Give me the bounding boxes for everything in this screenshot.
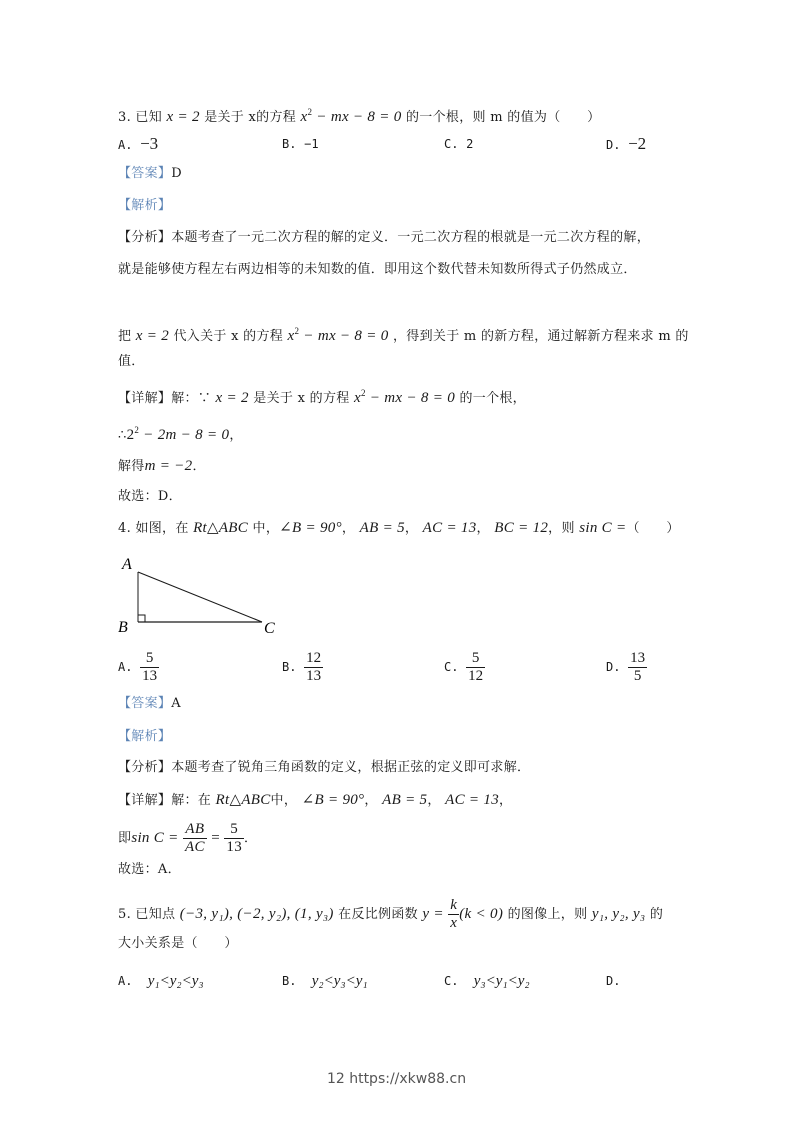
answer-tag: 【答案】 (118, 166, 172, 181)
q3-option-c: C. 2 (444, 137, 474, 151)
q3-number: 3. 已知 (118, 110, 163, 125)
q5-option-a: A. y₁<y₂<y₃ (118, 973, 204, 989)
q4-option-c: C. $\frac{5}{12}$ (444, 650, 484, 684)
q5-option-c: C. y₃<y₁<y₂ (444, 973, 530, 989)
q5-option-b: B. y₂<y₃<y₁ (282, 973, 368, 989)
q4-stem: 4. 如图，在 Rt△ABC 中，∠B = 90°， AB = 5， AC = 13， BC = 12，则 sin C =（ ） (118, 520, 680, 536)
q3-analysis-tag: 【解析】 (118, 198, 172, 213)
q3-text: 是关于 x的方程 (204, 110, 297, 125)
q3-choose: 故选：D． (118, 489, 182, 504)
q4-answer: 【答案】A (118, 696, 181, 711)
q3-stem (118, 103, 600, 127)
q3-option-a: A. −3 (118, 134, 159, 153)
q3-fenxi-2: 就是能够使方程左右两边相等的未知数的值．即用这个数代替未知数所得式子仍然成立． (118, 262, 637, 277)
q3-plan-1: 把 x = 2 代入关于 x 的方程 $x^2$ − mx − 8 = 0 ，得到关于 m 的新方程，通过解新方程来求 m 的 (118, 326, 689, 344)
triangle-figure (112, 552, 292, 642)
answer-value: D (171, 166, 182, 181)
q4-option-b: B. $\frac{12}{13}$ (282, 650, 322, 684)
q4-analysis-tag: 【解析】 (118, 729, 172, 744)
svg-text:B: B (118, 619, 128, 636)
q3-option-d: D. −2 (606, 134, 647, 153)
q3-answer (118, 165, 182, 183)
q5-stem-line2: 大小关系是（ ） (118, 936, 238, 951)
q4-option-a: A. $\frac{5}{13}$ (118, 650, 158, 684)
q3-math-x: x = 2 (166, 109, 200, 125)
q4-option-d: D. $\frac{13}{5}$ (606, 650, 646, 684)
q3-text-end: 的一个根，则 m 的值为（ ） (406, 110, 601, 125)
q3-plan-2: 值． (118, 354, 145, 369)
q4-choose: 故选：A． (118, 862, 181, 877)
q4-step: 即sin C = $\frac{AB}{AC}$ = $\frac{5}{13}$ ． (118, 821, 258, 855)
q5-stem: 5. 已知点 (−3, y₁), (−2, y₂), (1, y₃) 在反比例函数 y = $\frac{k}{x}$ (k < 0) 的图像上，则 y₁, y₂, y₃ 的 (118, 897, 664, 931)
q4-fenxi: 【分析】本题考查了锐角三角函数的定义，根据正弦的定义即可求解． (118, 760, 531, 775)
q5-option-d: D. (606, 974, 621, 988)
svg-text:C: C (264, 620, 275, 637)
svg-text:A: A (122, 556, 132, 573)
q3-option-b: B. −1 (282, 137, 319, 151)
q3-detail: 【详解】解：∵ x = 2 是关于 x 的方程 $x^2$ − mx − 8 = 0 的一个根， (118, 388, 526, 406)
page-footer: 12 https://xkw88.cn (326, 1071, 467, 1087)
q3-step-1: $\therefore 2^2 - 2m - 8 = 0$， (118, 425, 243, 443)
q4-detail: 【详解】解：在 Rt△ABC中， ∠B = 90°， AB = 5， AC = 13， (118, 792, 513, 808)
q3-step-2: 解得m = −2． (118, 458, 206, 474)
q3-equation: $x^2$ − mx − 8 = 0 (300, 107, 402, 125)
q3-fenxi-1: 【分析】本题考查了一元二次方程的解的定义．一元二次方程的根就是一元二次方程的解， (118, 230, 651, 245)
